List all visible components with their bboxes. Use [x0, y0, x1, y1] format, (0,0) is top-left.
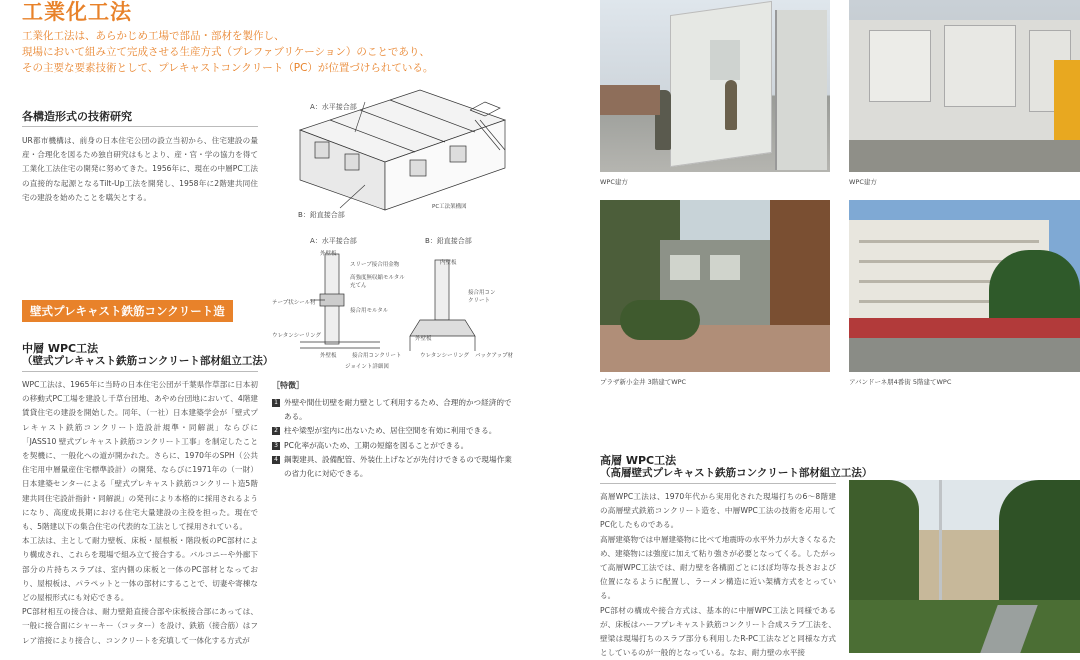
section-heading-research: 各構造形式の技術研究: [22, 110, 132, 123]
b-label: 外壁板: [415, 336, 432, 342]
feature-number: 2: [272, 427, 280, 435]
a-label: 接合用モルタル: [350, 308, 389, 314]
feature-item: [272, 424, 512, 438]
caption-photo-1: WPC建方: [600, 178, 628, 186]
a-label: テープ状シール材: [272, 300, 316, 306]
paragraph: PC部材相互の接合は、耐力壁鉛直接合部や床板接合部にあっては、一般に接合面にシャーキー（コッター）を設け、鉄筋（接合筋）はフレア溶接により接合し、コンクリートを充填して一体化する方式が: [22, 607, 258, 645]
b-label: バックアップ材: [475, 353, 514, 359]
pc-frame-diagram: [270, 80, 520, 219]
caption-frame-diagram: PC工法架構図: [432, 204, 467, 210]
research-body: UR都市機構は、前身の日本住宅公団の設立当初から、住宅建設の量産・合理化を図るため独自研究はもとより、産・官・学の協力を得て工業化工法住宅の開発に努めてきた。1956年に、現在の中層PC工法の直接的な起源となるTilt-Up工法を開発し、1958年に2階建共同住宅の建設を始めたことを嚆矢とする。: [22, 136, 258, 202]
wpc-mid-subheading: （壁式プレキャスト鉄筋コンクリート部材組立工法）: [22, 355, 274, 367]
b-label: ウレタンシーリング: [420, 353, 470, 359]
feature-text: 外壁や間仕切壁を耐力壁として利用するため、合理的かつ経済的である。: [284, 398, 512, 421]
feature-text: PC化率が高いため、工期の短縮を図ることができる。: [284, 440, 469, 450]
intro-line: その主要な要素技術として、プレキャストコンクリート（PC）が位置づけられている。: [22, 62, 434, 74]
detail-b-title: B：鉛直接合部: [425, 237, 472, 245]
paragraph: WPC工法は、1965年に当時の日本住宅公団が千葉県作草部に日本初の移動式PC工場を建設し千草台団地、あやめ台団地において、4階建賃貸住宅の建設を開始した。同年、（一社）日本建築学会が「壁式プレキャスト鉄筋コンクリート造設計規準・同解説」ならびに「JASS10 壁式プレキャスト鉄筋コンクリート工事」を制定したことを契機に、一般化への道が開かれた。さらに、1970年のSPH（公共住宅用中層量産住宅標準設計）の開発、ならびに1971年の（一財）日本建築センターによる「壁式プレキャスト鉄筋コンクリート造5階建共同住宅設計指針・同解説」の発刊により本格的に採用されるようになり、高度成長期における住宅大量建設の主役を担った。現在でも、5階建以下の集合住宅の代表的な工法として採用されている。: [22, 380, 258, 532]
feature-item: [272, 439, 512, 453]
page-title: 工業化工法: [22, 0, 132, 24]
divider: [22, 126, 258, 127]
feature-text: 鋼製建具、設備配管、外装仕上げなどが先付けできるので現場作業の省力化に対応できる。: [284, 455, 512, 478]
caption-photo-3: プラザ新小金井 3階建てWPC: [600, 378, 687, 386]
b-label: 内壁板: [440, 260, 457, 266]
wpc-mid-heading: 中層 WPC工法: [22, 342, 99, 355]
feature-item: [272, 453, 512, 480]
caption-photo-2: WPC建方: [849, 178, 877, 186]
detail-a-title: A：水平接合部: [310, 237, 357, 245]
wpc-high-subheading: （高層壁式プレキャスト鉄筋コンクリート部材組立工法）: [600, 467, 873, 479]
label-a-horizontal-joint: A：水平接合部: [310, 103, 357, 111]
paragraph: 高層建築物では中層建築物に比べて地震時の水平外力が大きくなるため、建築物には強度に加えて粘り強さが必要となってくる。したがって高層WPC工法では、耐力壁を各構面ごとにほぼ均等な長さおよび位置になるように配置し、ラーメン構造に近い架構方式をとっている。: [600, 534, 836, 601]
a-label: 接合用コンクリート: [352, 353, 402, 359]
intro-line: 現場において組み立て完成させる生産方式（プレファブリケーション）のことであり、: [22, 46, 430, 58]
a-label: スリーブ接合用金物: [350, 262, 400, 268]
paragraph: 本工法は、主として耐力壁板、床板・屋根板・階段板のPC部材により構成され、これらを現場で組み立て接合する。バルコニーや外廊下部分の片持ちスラブは、室内側の床板と一体のPC部材となっており、屋根板は、パラペットと一体の部材にすることで、切妻や寄棟などの屋根形式にも対応できる。: [22, 536, 258, 603]
divider: [600, 483, 836, 484]
wpc-mid-body: [22, 378, 258, 648]
intro-text: [22, 28, 582, 76]
photo-plaza-shinkoganei: [600, 200, 830, 372]
feature-number: 3: [272, 442, 280, 450]
feature-number: 1: [272, 399, 280, 407]
features-block: [272, 380, 512, 481]
divider: [22, 371, 258, 372]
paragraph: 高層WPC工法は、1970年代から実用化された現場打ちの6〜8階建の高層壁式鉄筋コンクリート造を、中層WPC工法の技術を応用してPC化したものである。: [600, 492, 836, 530]
joint-detail-diagram: [270, 236, 520, 371]
paragraph: PC部材の構成や接合方式は、基本的に中層WPC工法と同様であるが、床板はハーフプレキャスト鉄筋コンクリート合成スラブ工法を、壁梁は現場打ちのスラブ部分も利用したR-PC工法などと同様な方式としているのが一般的となっている。なお、耐力壁の水平接: [600, 605, 836, 658]
feature-number: 4: [272, 456, 280, 464]
wpc-high-heading: 高層 WPC工法: [600, 454, 677, 467]
b-label: 接合用コンクリート: [468, 290, 496, 304]
frame-drawing: [270, 80, 520, 215]
features-heading: ［特徴］: [272, 381, 304, 390]
wpc-high-body: [600, 490, 836, 660]
photo-abandone: [849, 200, 1080, 372]
feature-item: [272, 396, 512, 423]
a-label: ウレタンシーリング: [272, 333, 322, 339]
photo-wpc-erection-2: [849, 0, 1080, 172]
intro-line: 工業化工法は、あらかじめ工場で部品・部材を製作し、: [22, 30, 285, 42]
caption-joint-detail: ジョイント詳細図: [345, 364, 389, 370]
caption-photo-4: アバンドーネ朋4番街 5階建てWPC: [849, 378, 952, 386]
a-label: 外壁板: [320, 251, 337, 257]
label-b-vertical-joint: B：鉛直接合部: [298, 211, 345, 219]
a-label: 外壁板: [320, 353, 337, 359]
photo-wpc-erection-1: [600, 0, 830, 172]
photo-high-rise-wpc: [849, 480, 1080, 653]
feature-text: 柱や梁型が室内に出ないため、居住空間を有効に利用できる。: [284, 426, 497, 435]
a-label: 高強度無収縮モルタル充てん: [350, 275, 405, 289]
section-badge-wpc: 壁式プレキャスト鉄筋コンクリート造: [22, 300, 233, 322]
